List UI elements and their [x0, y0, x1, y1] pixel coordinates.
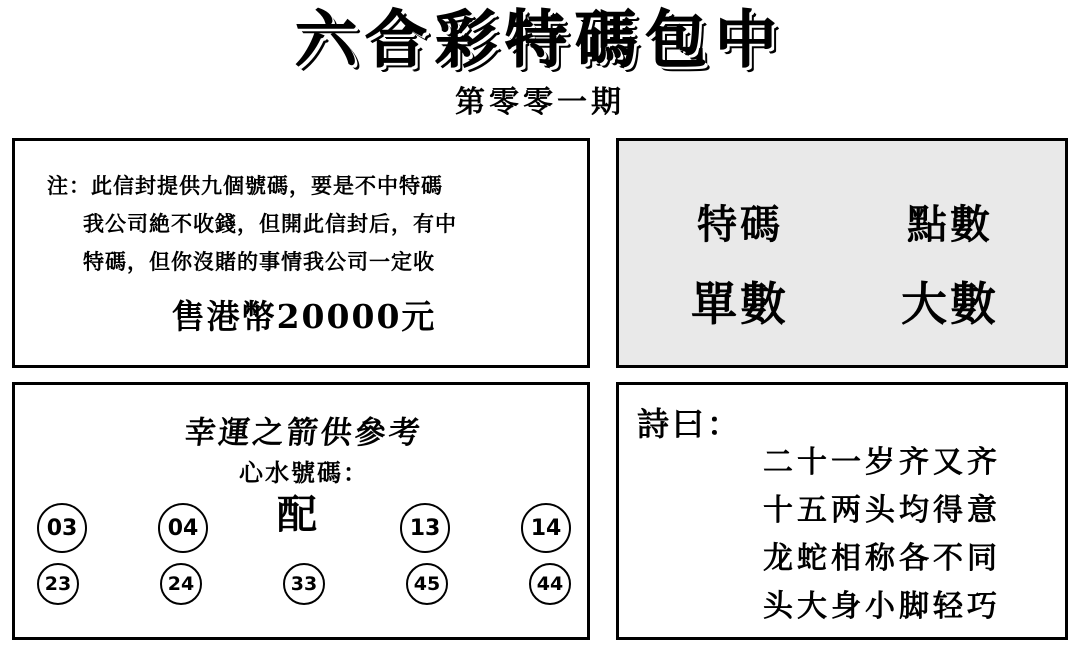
poem-line: 二十一岁齐又齐 [763, 445, 1001, 480]
lucky-heading: 幸運之箭供參考 [182, 415, 425, 451]
notice-box [12, 138, 590, 368]
lucky-numbers-box [12, 382, 590, 640]
codes-grid [635, 181, 1055, 341]
price-label: 售港幣20000元 [171, 297, 437, 336]
poem-title: 詩曰： [637, 405, 743, 443]
code-cell-odd: 單數 [691, 277, 789, 331]
poem-box [616, 382, 1068, 640]
lucky-number-ball: 33 [283, 563, 325, 605]
lucky-number-ball: 14 [521, 503, 571, 553]
notice-text [47, 167, 559, 281]
poem-line: 头大身小脚轻巧 [763, 589, 1001, 624]
page-title: 六合彩特碼包中 [294, 3, 785, 76]
lucky-row-top [37, 503, 571, 553]
code-cell-big: 大數 [901, 277, 999, 331]
lucky-row-bottom [37, 563, 571, 605]
poem-line: 十五两头均得意 [763, 493, 1001, 528]
code-cell-points: 點數 [907, 200, 993, 248]
poem-line: 龙蛇相称各不同 [763, 541, 1001, 576]
code-cell-special: 特碼 [697, 200, 783, 248]
issue-label: 第零零一期 [455, 85, 625, 120]
pei-character: 配 [277, 491, 317, 538]
lucky-number-ball: 23 [37, 563, 79, 605]
lucky-number-ball: 13 [400, 503, 450, 553]
notice-line: 我公司絶不收錢，但開此信封后，有中 [83, 211, 457, 236]
lucky-number-ball: 24 [160, 563, 202, 605]
lucky-subheading: 心水號碼： [239, 458, 369, 487]
lucky-number-ball: 45 [406, 563, 448, 605]
lucky-number-ball: 04 [158, 503, 208, 553]
notice-line: 特碼，但你沒賭的事情我公司一定收 [83, 249, 435, 274]
codes-box [616, 138, 1068, 368]
poem-body [707, 439, 1057, 631]
lucky-number-ball: 44 [529, 563, 571, 605]
notice-line: 注：此信封提供九個號碼，要是不中特碼 [47, 173, 443, 198]
lucky-number-ball: 03 [37, 503, 87, 553]
